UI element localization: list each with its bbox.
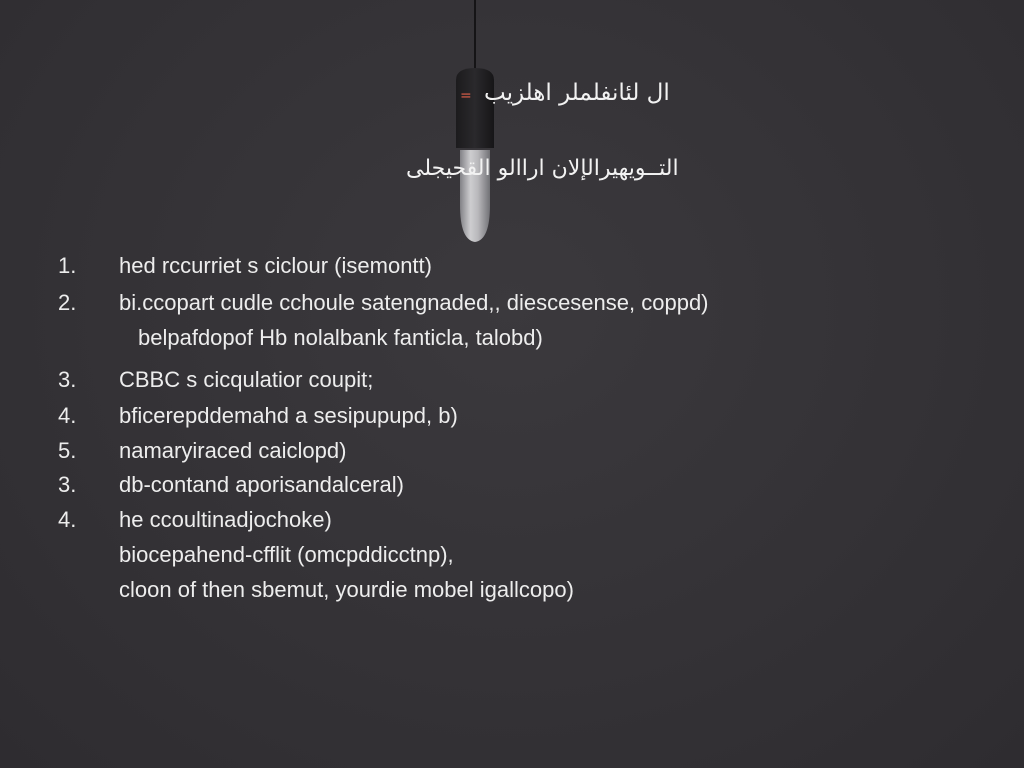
list-item-text: biocepahend-cfflit (omcpddicctnp), <box>119 542 454 567</box>
list-item-number: 4. <box>58 507 77 532</box>
list-item-number: 3. <box>58 472 77 497</box>
list-item-number: 1. <box>58 253 77 278</box>
list-item-number: 2. <box>58 290 77 315</box>
list-item-number: 4. <box>58 403 77 428</box>
list-item-text: hed rccurriet s ciclour (isemontt) <box>119 253 432 278</box>
list-item-text: belpafdopof Hb nolalbank fanticla, talobd) <box>138 325 543 350</box>
list-item-text: db-contand aporisandalceral) <box>119 472 404 497</box>
header-mark: = <box>460 88 472 104</box>
list-item-number: 5. <box>58 438 77 463</box>
list-item-number: 3. <box>58 367 77 392</box>
list-item-text: cloon of then sbemut, yourdie mobel igallcopo) <box>119 577 574 602</box>
header-subtitle: التــويهيرالإلان اراالو القحيجلى <box>406 156 679 181</box>
list-item-text: namaryiraced caiclopd) <box>119 438 347 463</box>
header-title: ال لئانفلملر اهلزيب <box>484 80 670 106</box>
list-item-text: CBBC s cicqulatior coupit; <box>119 367 374 392</box>
list-item-text: bi.ccopart cudle cchoule satengnaded,, diescesense, coppd) <box>119 290 709 315</box>
list-item-text: he ccoultinadjochoke) <box>119 507 332 532</box>
list-item-text: bficerepddemahd a sesipupupd, b) <box>119 403 458 428</box>
